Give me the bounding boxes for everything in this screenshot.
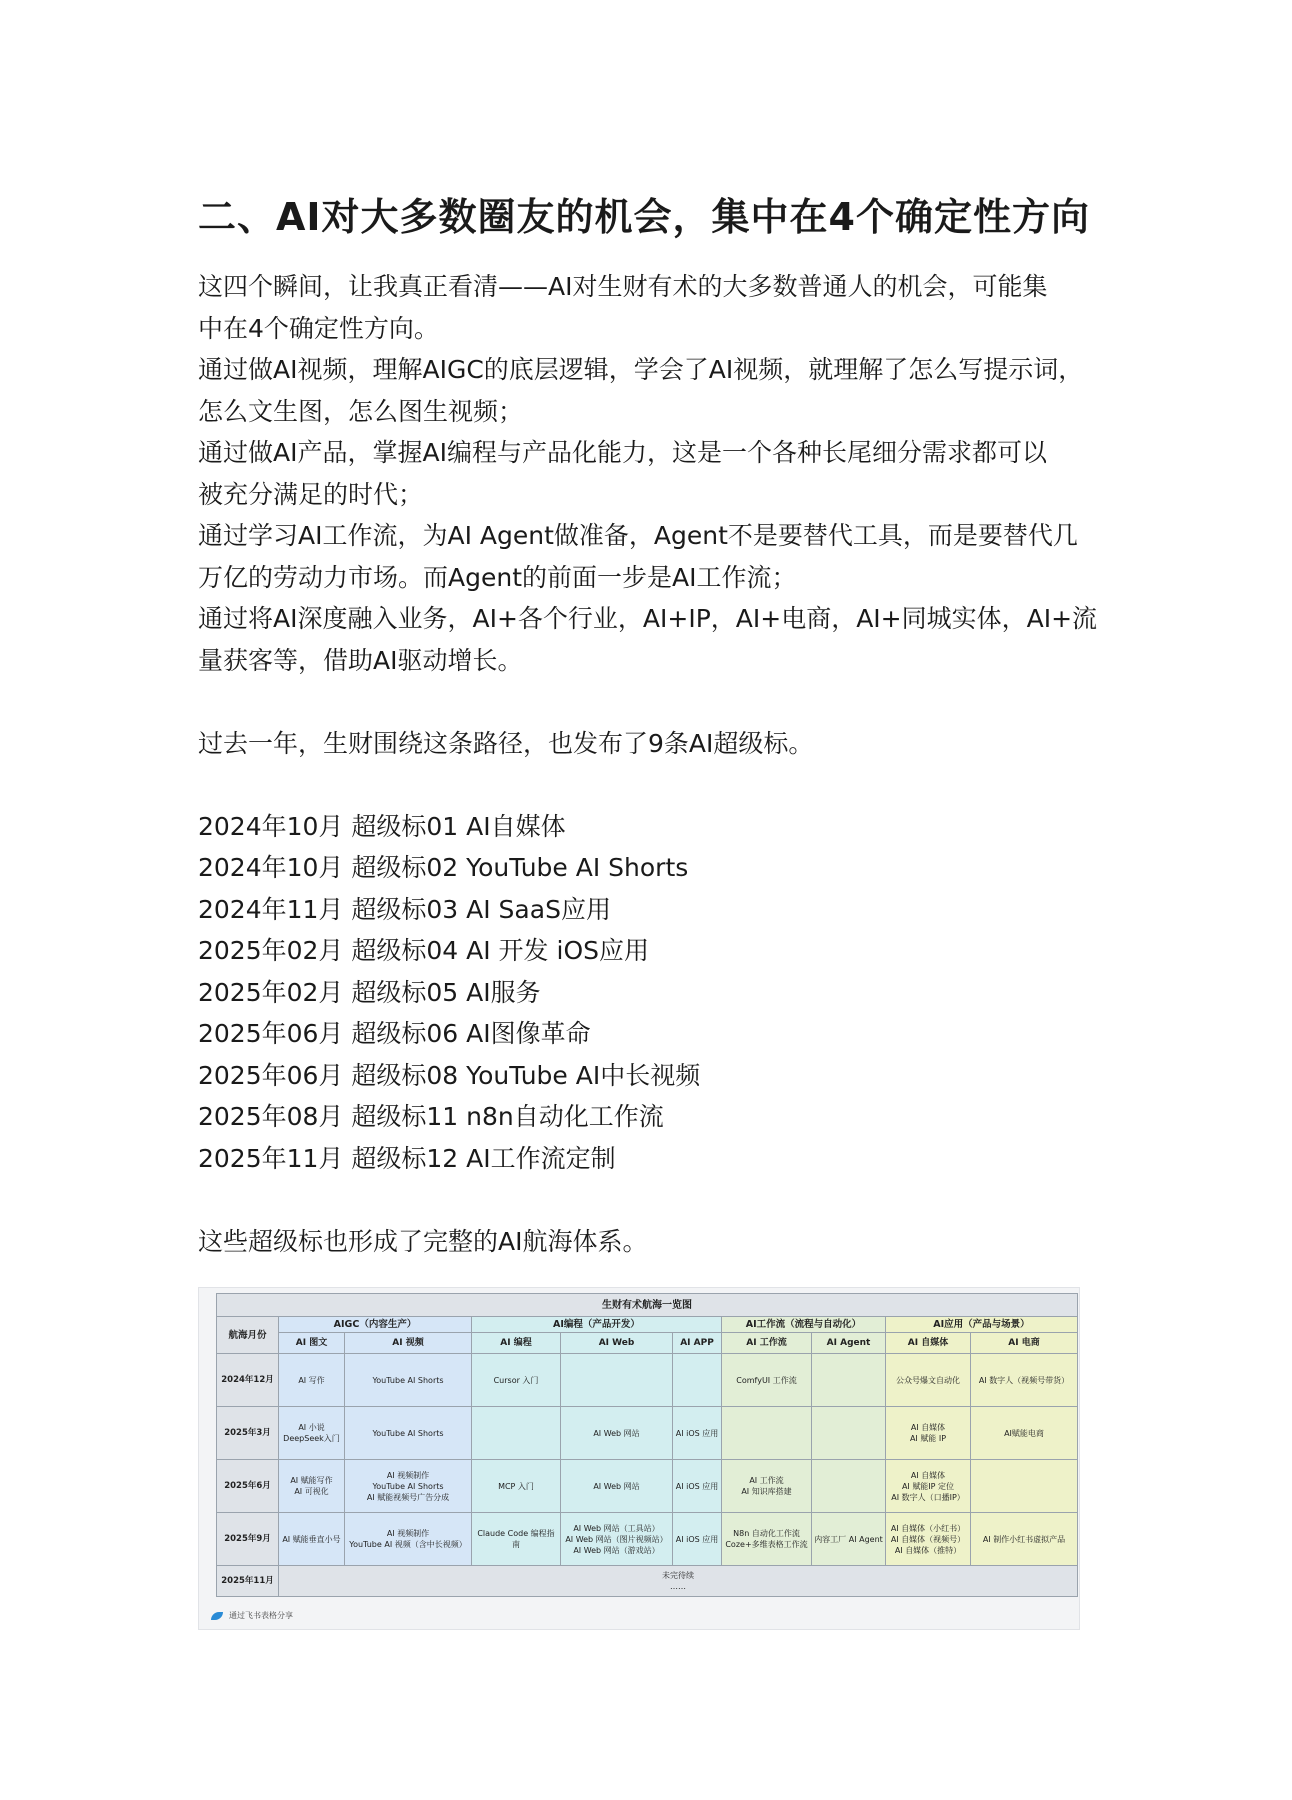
table-cell: AI iOS 应用 [673,1460,722,1513]
share-text: 通过飞书表格分享 [229,1611,293,1620]
table-cell: Claude Code 编程指南 [472,1513,561,1566]
table-cell [971,1460,1078,1513]
table-cell: ComfyUI 工作流 [722,1354,812,1407]
future-text: 未完待续 [662,1571,694,1580]
paragraph-line: 这四个瞬间，让我真正看清——AI对生财有术的大多数普通人的机会，可能集 [198,272,1048,301]
paragraph-line: 万亿的劳动力市场。而Agent的前面一步是AI工作流； [198,562,797,592]
list-item: 2024年10月 超级标01 AI自媒体 [198,811,566,841]
table-row [217,1513,1078,1566]
group-header: AI编程（产品开发） [472,1317,722,1333]
row-month: 2025年9月 [217,1513,279,1566]
table-cell: AI 视频制作 YouTube AI 视频（含中长视频） [345,1513,472,1566]
table-cell: AI iOS 应用 [673,1513,722,1566]
table-cell: AI 工作流 AI 知识库搭建 [722,1460,812,1513]
row-month: 2024年12月 [217,1354,279,1407]
super-list [198,806,1118,1180]
list-item: 2025年02月 超级标05 AI服务 [198,977,541,1007]
column-header: AI 自媒体 [886,1333,971,1354]
table-cell: AI 赋能写作 AI 可视化 [279,1460,345,1513]
table-cell: AI Web 网站 [561,1460,673,1513]
sheet-screenshot [198,1287,1080,1630]
column-header: AI 工作流 [722,1333,812,1354]
future-cell [279,1566,1078,1597]
table-cell: AI 视频制作 YouTube AI Shorts AI 赋能视频号广告分成 [345,1460,472,1513]
table-cell: AI 自媒体（小红书） AI 自媒体（视频号） AI 自媒体（推特） [886,1513,971,1566]
paragraph-line: 通过做AI视频，理解AIGC的底层逻辑，学会了AI视频，就理解了怎么写提示词， [198,355,1084,384]
list-item: 2024年11月 超级标03 AI SaaS应用 [198,894,611,924]
table-cell: AI 自媒体 AI 赋能 IP [886,1407,971,1460]
table-cell: AI 写作 [279,1354,345,1407]
table-row [217,1407,1078,1460]
table-cell [812,1354,886,1407]
table-cell: AI 制作小红书虚拟产品 [971,1513,1078,1566]
list-item: 2025年08月 超级标11 n8n自动化工作流 [198,1102,664,1131]
table-cell [472,1407,561,1460]
list-item: 2025年06月 超级标08 YouTube AI中长视频 [198,1060,701,1090]
paragraph-line: 量获客等，借助AI驱动增长。 [198,645,523,675]
table-cell: AI 小说 DeepSeek入门 [279,1407,345,1460]
intro-line: 过去一年，生财围绕这条路径，也发布了9条AI超级标。 [198,728,814,758]
table-cell: YouTube AI Shorts [345,1407,472,1460]
table-cell [561,1354,673,1407]
column-header: AI Agent [812,1333,886,1354]
section-title: 二、AI对大多数圈友的机会，集中在4个确定性方向 [198,195,1090,239]
row-month: 2025年11月 [217,1566,279,1597]
table-cell [812,1407,886,1460]
table-cell: 公众号爆文自动化 [886,1354,971,1407]
table-cell [722,1407,812,1460]
column-header: AI 视频 [345,1333,472,1354]
share-footer [211,1610,293,1621]
row-header: 航海月份 [217,1317,279,1354]
table-cell: AI 自媒体 AI 赋能IP 定位 AI 数字人（口播IP） [886,1460,971,1513]
voyage-table [216,1293,1078,1597]
row-month: 2025年6月 [217,1460,279,1513]
table-cell: AI Web 网站（工具站） AI Web 网站（图片视频站） AI Web 网站（游戏站） [561,1513,673,1566]
list-item: 2025年11月 超级标12 AI工作流定制 [198,1143,616,1173]
group-header: AIGC（内容生产） [279,1317,472,1333]
group-header: AI工作流（流程与自动化） [722,1317,886,1333]
group-header: AI应用（产品与场景） [886,1317,1078,1333]
paragraph-line: 中在4个确定性方向。 [198,313,439,343]
table-row [217,1354,1078,1407]
table-cell [812,1460,886,1513]
table-cell: YouTube AI Shorts [345,1354,472,1407]
sheet-title: 生财有术航海一览图 [217,1294,1078,1317]
column-header: AI APP [673,1333,722,1354]
table-row [217,1460,1078,1513]
table-cell: AI 赋能垂直小号 [279,1513,345,1566]
future-dots: …… [670,1582,686,1591]
paragraph-line: 通过做AI产品，掌握AI编程与产品化能力，这是一个各种长尾细分需求都可以 [198,438,1047,467]
table-cell: N8n 自动化工作流 Coze+多维表格工作流 [722,1513,812,1566]
table-cell: AI 数字人（视频号带货） [971,1354,1078,1407]
list-item: 2024年10月 超级标02 YouTube AI Shorts [198,853,689,882]
row-month: 2025年3月 [217,1407,279,1460]
table-cell: Cursor 入门 [472,1354,561,1407]
table-cell: 内容工厂 AI Agent [812,1513,886,1566]
paragraph-line: 被充分满足的时代； [198,479,424,509]
table-cell: AI Web 网站 [561,1407,673,1460]
column-header: AI 图文 [279,1333,345,1354]
feishu-logo-icon [211,1612,223,1620]
paragraph-line: 通过学习AI工作流，为AI Agent做准备，Agent不是要替代工具，而是要替代几 [198,521,1078,550]
table-cell: MCP 入门 [472,1460,561,1513]
column-header: AI 电商 [971,1333,1078,1354]
column-header: AI Web [561,1333,673,1354]
table-cell [673,1354,722,1407]
paragraph-line: 怎么文生图，怎么图生视频； [198,396,524,426]
list-item: 2025年02月 超级标04 AI 开发 iOS应用 [198,936,650,965]
column-header: AI 编程 [472,1333,561,1354]
paragraph-line: 通过将AI深度融入业务，AI+各个行业，AI+IP，AI+电商，AI+同城实体，AI+流 [198,604,1098,633]
article-body [198,266,1118,1262]
table-cell: AI iOS 应用 [673,1407,722,1460]
table-cell: AI赋能电商 [971,1407,1078,1460]
list-item: 2025年06月 超级标06 AI图像革命 [198,1019,591,1048]
closing-line: 这些超级标也形成了完整的AI航海体系。 [198,1226,648,1256]
